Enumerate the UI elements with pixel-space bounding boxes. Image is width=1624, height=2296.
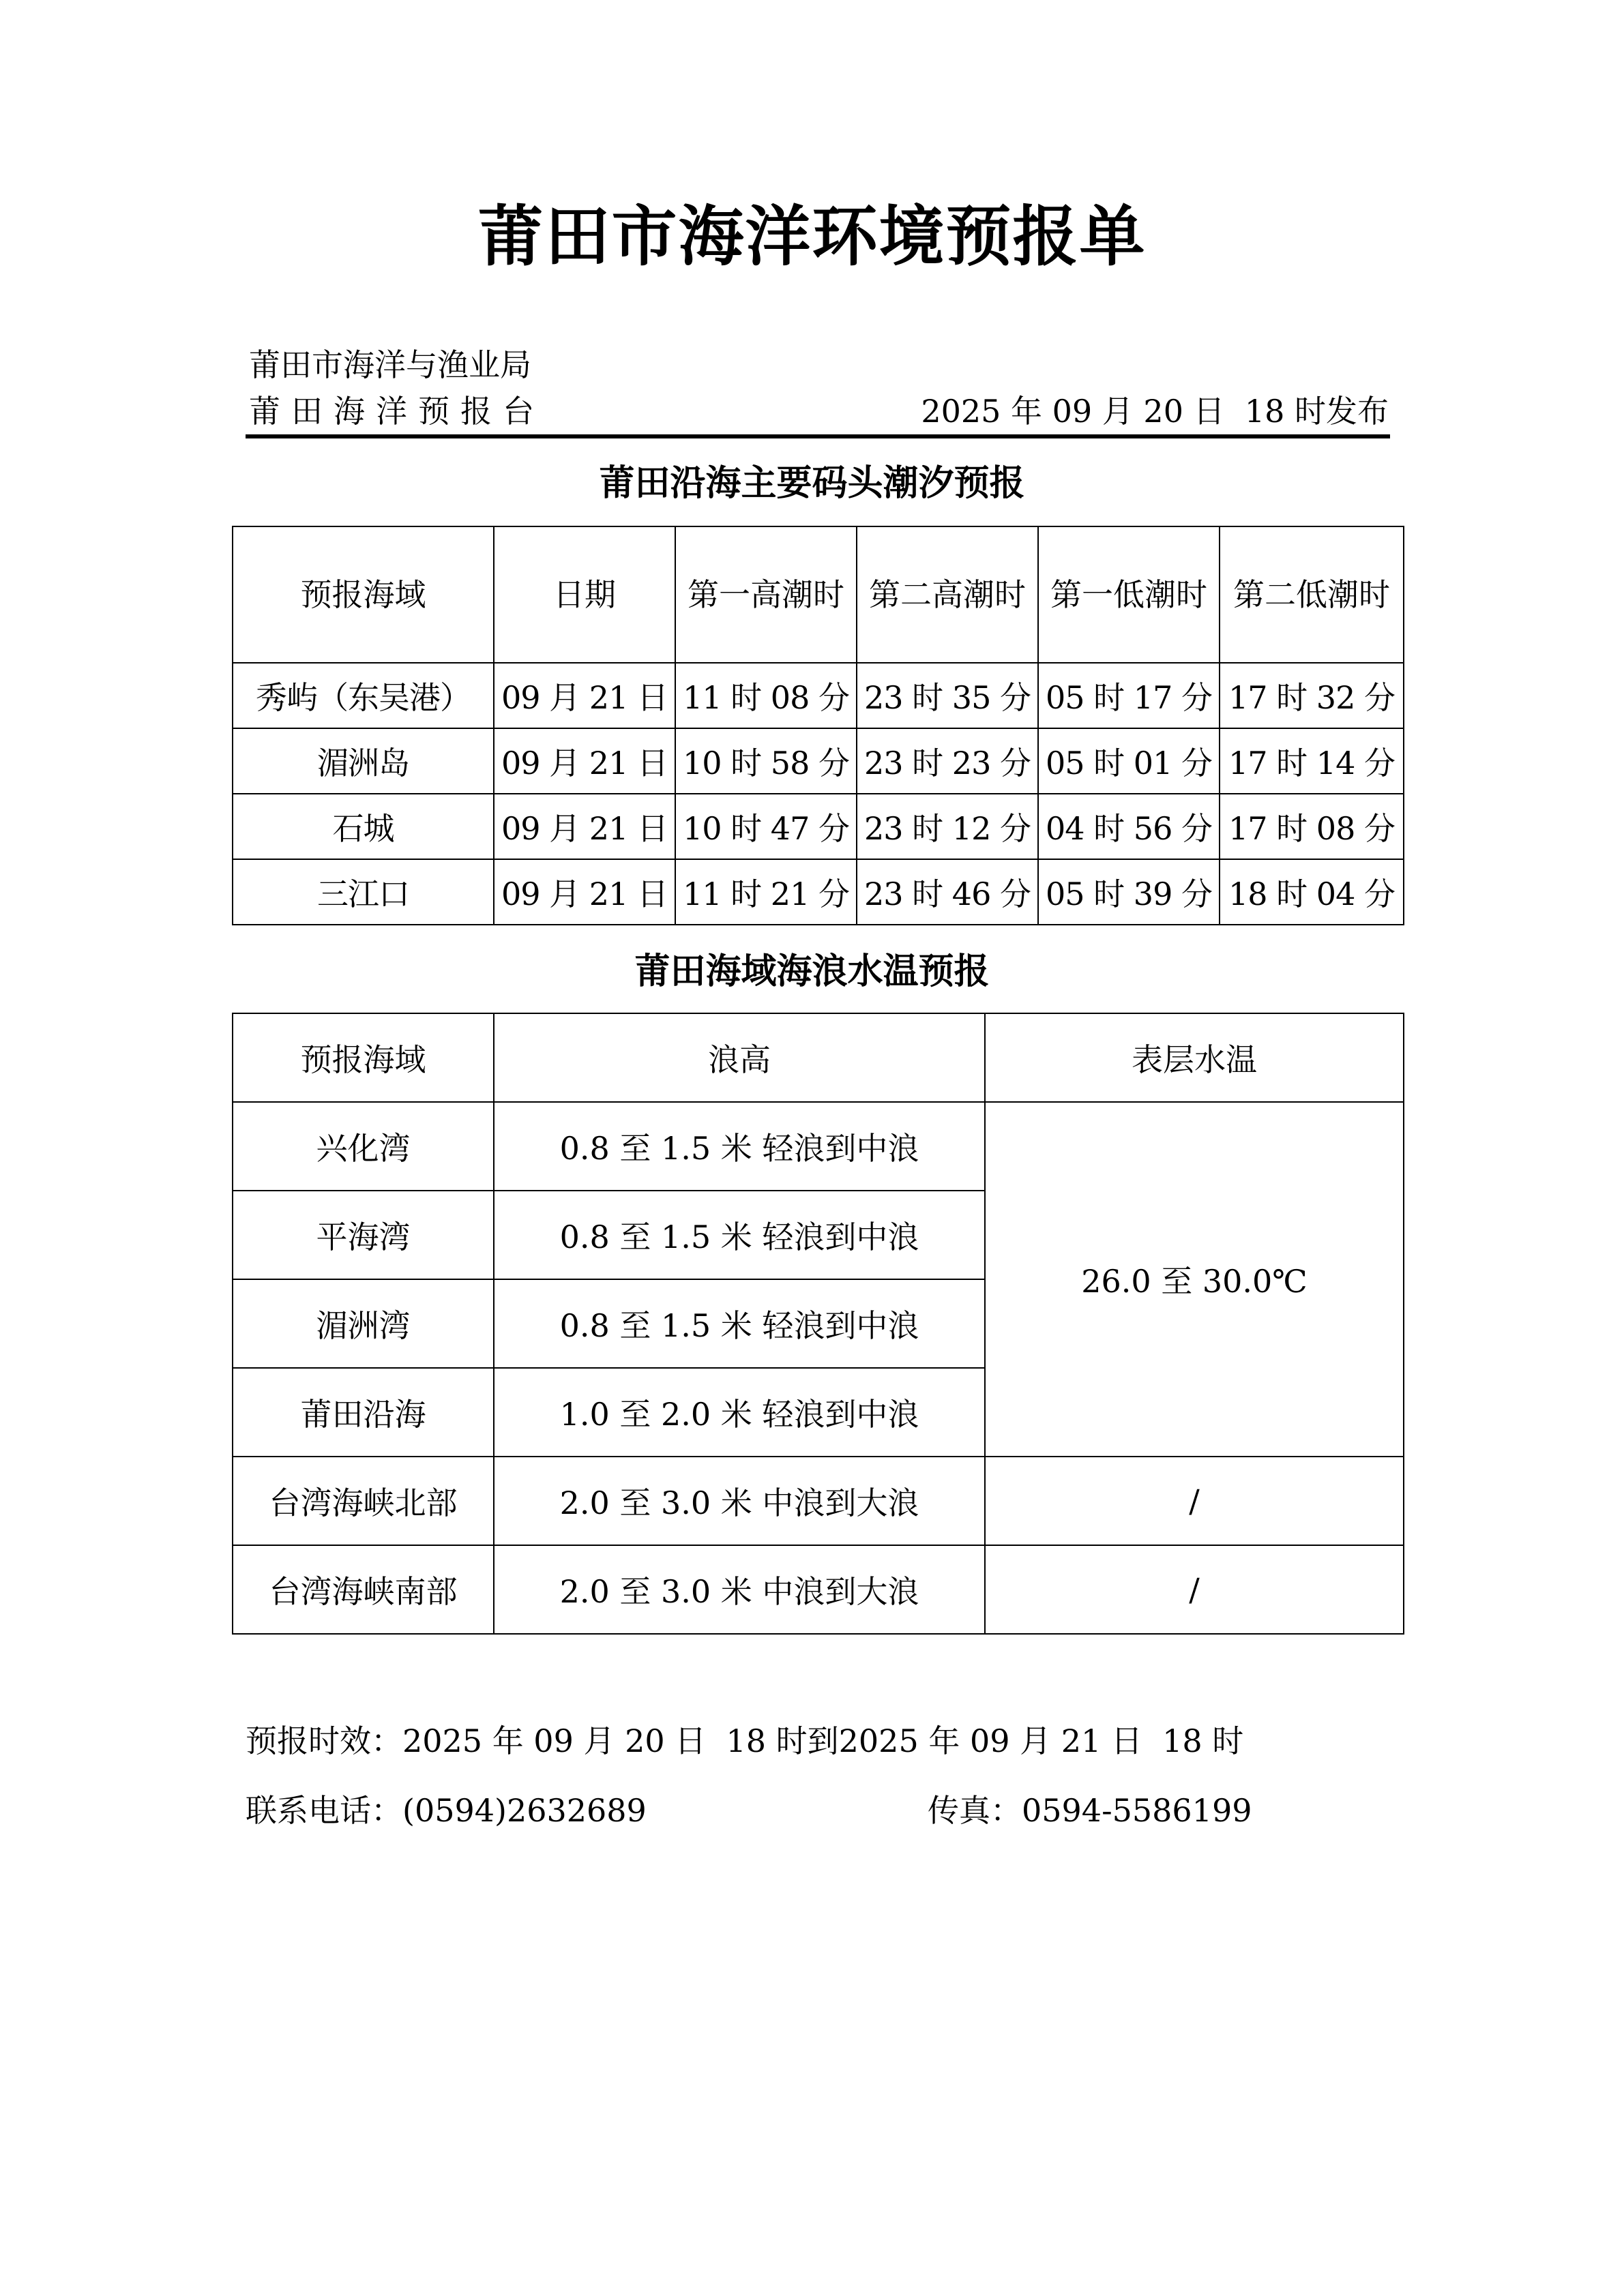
table-cell: 05 时 17 分 xyxy=(1038,663,1220,728)
page-title: 莆田市海洋环境预报单 xyxy=(477,198,1147,275)
table-cell: 05 时 39 分 xyxy=(1038,859,1220,925)
table-cell: 09 月 21 日 xyxy=(494,663,675,728)
table-cell: 09 月 21 日 xyxy=(494,859,675,925)
contact-phone: 联系电话：(0594)2632689 xyxy=(246,1792,647,1829)
station-name: 莆田海洋预报台 xyxy=(249,393,545,430)
table-cell: 平海湾 xyxy=(233,1191,494,1279)
column-header: 表层水温 xyxy=(985,1013,1404,1102)
table-cell: 23 时 46 分 xyxy=(857,859,1038,925)
table-row xyxy=(233,663,1404,728)
table-cell: 17 时 14 分 xyxy=(1220,728,1404,794)
table-cell: 10 时 58 分 xyxy=(675,728,857,794)
table-cell: 石城 xyxy=(233,794,494,859)
table-row xyxy=(233,1457,1404,1545)
fax-number: 传真：0594-5586199 xyxy=(928,1792,1252,1829)
table-cell: / xyxy=(985,1545,1404,1634)
table-cell: 09 月 21 日 xyxy=(494,728,675,794)
table-cell: 09 月 21 日 xyxy=(494,794,675,859)
tide-table xyxy=(232,526,1404,925)
table-cell: 台湾海峡南部 xyxy=(233,1545,494,1634)
column-header: 预报海域 xyxy=(233,1013,494,1102)
table-header-row xyxy=(233,1013,1404,1102)
table-cell: 11 时 21 分 xyxy=(675,859,857,925)
column-header: 预报海域 xyxy=(233,526,494,663)
table-cell: 莆田沿海 xyxy=(233,1368,494,1457)
column-header: 第二低潮时 xyxy=(1220,526,1404,663)
table-row xyxy=(233,728,1404,794)
column-header: 第一低潮时 xyxy=(1038,526,1220,663)
wave-table xyxy=(232,1013,1404,1635)
table-cell: 0.8 至 1.5 米 轻浪到中浪 xyxy=(494,1102,985,1191)
merged-water-temp-cell: 26.0 至 30.0℃ xyxy=(985,1102,1404,1457)
table-cell: 17 时 32 分 xyxy=(1220,663,1404,728)
table-cell: 湄洲岛 xyxy=(233,728,494,794)
table-cell: 17 时 08 分 xyxy=(1220,794,1404,859)
table-header-row xyxy=(233,526,1404,663)
table-cell: 兴化湾 xyxy=(233,1102,494,1191)
table-cell: 04 时 56 分 xyxy=(1038,794,1220,859)
column-header: 日期 xyxy=(494,526,675,663)
column-header: 第一高潮时 xyxy=(675,526,857,663)
table-cell: 湄洲湾 xyxy=(233,1279,494,1368)
table-cell: 台湾海峡北部 xyxy=(233,1457,494,1545)
column-header: 第二高潮时 xyxy=(857,526,1038,663)
issue-time: 2025 年 09 月 20 日 18 时发布 xyxy=(921,393,1389,430)
issuer-name: 莆田市海洋与渔业局 xyxy=(249,346,531,383)
table-cell: 18 时 04 分 xyxy=(1220,859,1404,925)
table-cell: / xyxy=(985,1457,1404,1545)
table-cell: 23 时 23 分 xyxy=(857,728,1038,794)
header-divider xyxy=(246,434,1390,438)
wave-section-title: 莆田海域海浪水温预报 xyxy=(634,951,990,992)
table-cell: 秀屿（东吴港） xyxy=(233,663,494,728)
table-cell: 1.0 至 2.0 米 轻浪到中浪 xyxy=(494,1368,985,1457)
table-cell: 23 时 12 分 xyxy=(857,794,1038,859)
table-cell: 0.8 至 1.5 米 轻浪到中浪 xyxy=(494,1279,985,1368)
table-row xyxy=(233,1545,1404,1634)
table-cell: 23 时 35 分 xyxy=(857,663,1038,728)
table-cell: 10 时 47 分 xyxy=(675,794,857,859)
column-header: 浪高 xyxy=(494,1013,985,1102)
table-cell: 2.0 至 3.0 米 中浪到大浪 xyxy=(494,1457,985,1545)
table-cell: 2.0 至 3.0 米 中浪到大浪 xyxy=(494,1545,985,1634)
table-cell: 11 时 08 分 xyxy=(675,663,857,728)
forecast-validity: 预报时效：2025 年 09 月 20 日 18 时到2025 年 09 月 21 日 18 时 xyxy=(246,1723,1244,1759)
table-cell: 05 时 01 分 xyxy=(1038,728,1220,794)
table-cell: 三江口 xyxy=(233,859,494,925)
table-row xyxy=(233,859,1404,925)
table-row xyxy=(233,1102,1404,1191)
table-cell: 0.8 至 1.5 米 轻浪到中浪 xyxy=(494,1191,985,1279)
table-row xyxy=(233,794,1404,859)
tide-section-title: 莆田沿海主要码头潮汐预报 xyxy=(599,463,1025,504)
